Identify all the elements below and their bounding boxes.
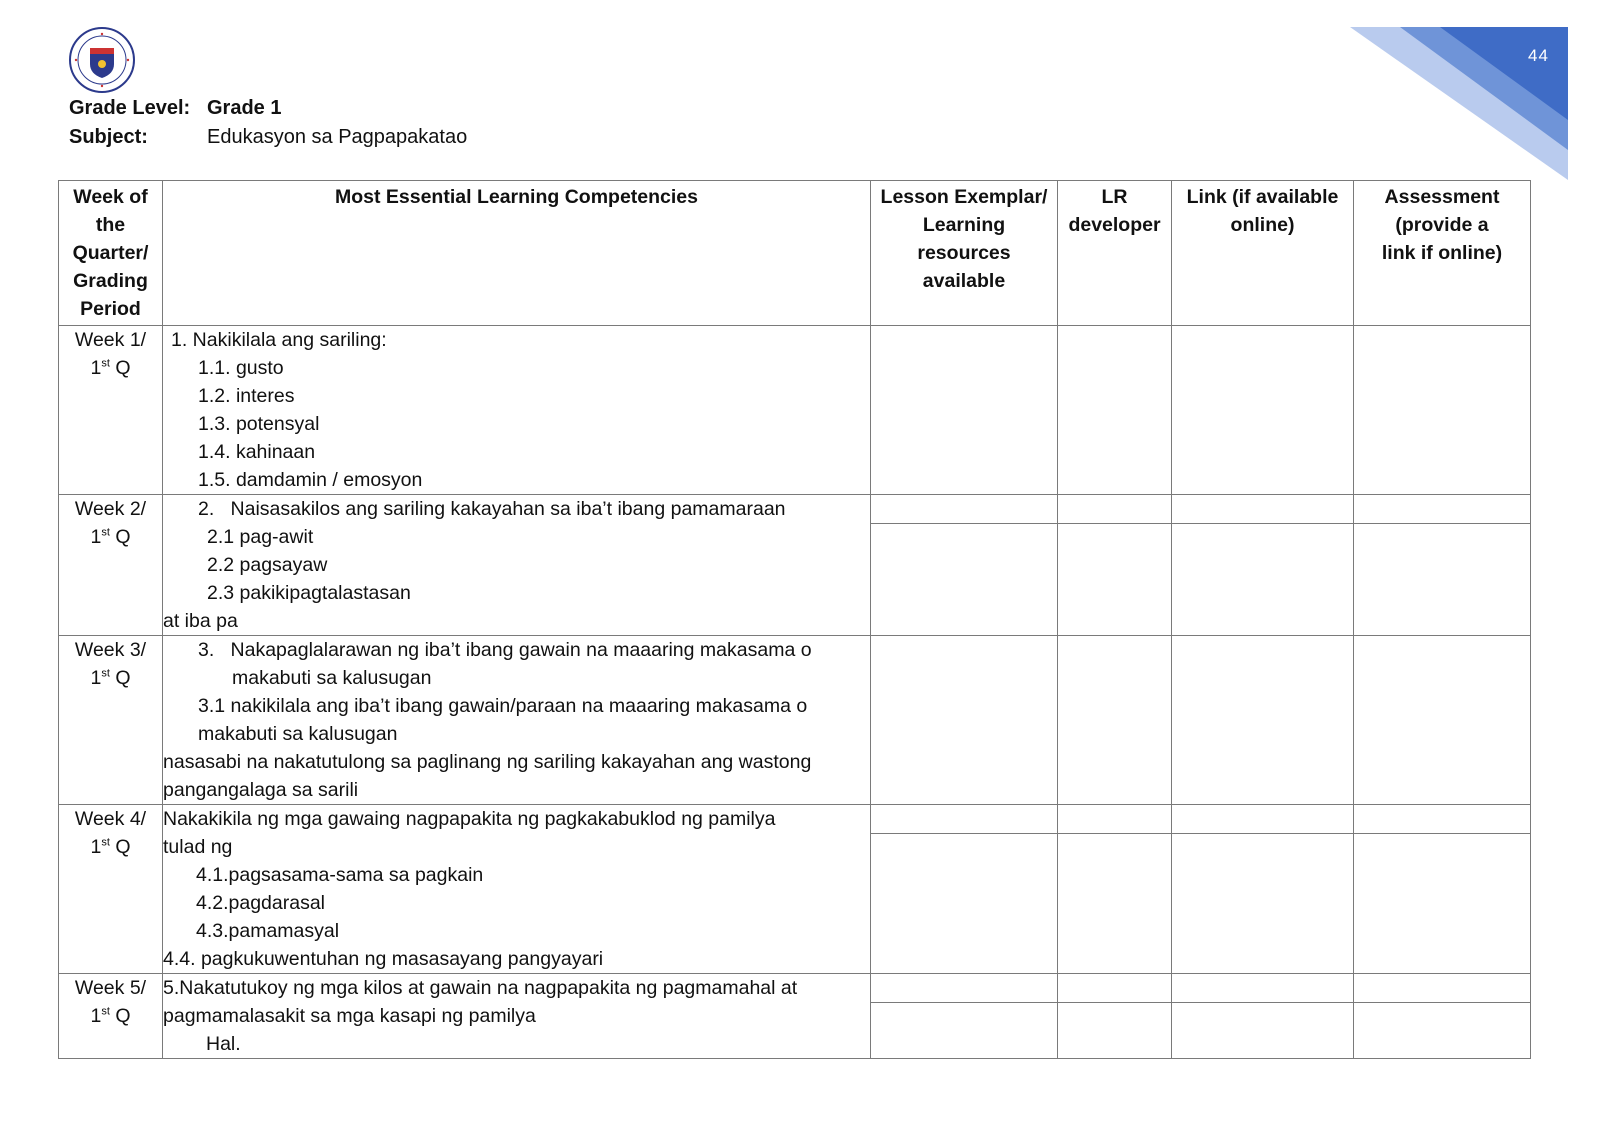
empty-cell bbox=[1172, 974, 1354, 1003]
corner-decoration bbox=[1330, 0, 1600, 190]
deped-seal-logo bbox=[68, 26, 136, 94]
empty-cell bbox=[1172, 834, 1354, 974]
empty-cell bbox=[1172, 524, 1354, 636]
empty-cell bbox=[871, 326, 1058, 495]
lr-developer-column-header: LR developer bbox=[1058, 181, 1172, 326]
page-number: 44 bbox=[1528, 46, 1549, 65]
empty-cell bbox=[871, 495, 1058, 524]
week-cell: Week 4/ 1st Q bbox=[59, 805, 163, 974]
table-row bbox=[59, 326, 1531, 495]
empty-cell bbox=[1172, 636, 1354, 805]
empty-cell bbox=[1354, 524, 1531, 636]
table-header-row bbox=[59, 181, 1531, 326]
empty-cell bbox=[871, 834, 1058, 974]
competency-cell: 5.Nakatutukoy ng mga kilos at gawain na nagpapakita ng pagmamahal at pagmamalasakit sa mga kasapi ng pamilya Hal. bbox=[163, 974, 871, 1059]
empty-cell bbox=[1058, 834, 1172, 974]
empty-cell bbox=[871, 524, 1058, 636]
grade-level-value: Grade 1 bbox=[207, 97, 282, 119]
competency-cell: 1. Nakikilala ang sariling: 1.1. gusto 1.2. interes 1.3. potensyal 1.4. kahinaan 1.5. damdamin / emosyon bbox=[163, 326, 871, 495]
week-cell: Week 3/ 1st Q bbox=[59, 636, 163, 805]
empty-cell bbox=[1354, 1003, 1531, 1059]
table-row bbox=[59, 495, 1531, 524]
subject-label: Subject: bbox=[69, 126, 148, 148]
competencies-column-header: Most Essential Learning Competencies bbox=[163, 181, 871, 326]
week-cell: Week 1/ 1st Q bbox=[59, 326, 163, 495]
empty-cell bbox=[1172, 805, 1354, 834]
empty-cell bbox=[1354, 805, 1531, 834]
subject-value: Edukasyon sa Pagpapakatao bbox=[207, 126, 468, 148]
empty-cell bbox=[1172, 1003, 1354, 1059]
empty-cell bbox=[1354, 636, 1531, 805]
empty-cell bbox=[871, 636, 1058, 805]
competency-cell: 3. Nakapaglalarawan ng iba’t ibang gawain na maaaring makasama o makabuti sa kalusugan 3.1 nakikilala ang iba’t ibang gawain/paraan na maaaring makasama o makabuti sa kalusugan nasasabi na nakatutulong sa paglinang ng sariling kakayahan ang wastong pangangalaga sa sarili bbox=[163, 636, 871, 805]
table-row bbox=[59, 805, 1531, 834]
competency-cell: 2. Naisasakilos ang sariling kakayahan sa iba’t ibang pamamaraan 2.1 pag-awit 2.2 pagsayaw 2.3 pakikipagtalastasan at iba pa bbox=[163, 495, 871, 636]
empty-cell bbox=[1172, 495, 1354, 524]
lesson-exemplar-column-header: Lesson Exemplar/ Learning resources available bbox=[871, 181, 1058, 326]
empty-cell bbox=[1058, 974, 1172, 1003]
empty-cell bbox=[1058, 1003, 1172, 1059]
week-cell: Week 2/ 1st Q bbox=[59, 495, 163, 636]
empty-cell bbox=[1354, 834, 1531, 974]
assessment-column-header: Assessment (provide a link if online) bbox=[1354, 181, 1531, 326]
empty-cell bbox=[871, 805, 1058, 834]
empty-cell bbox=[1354, 974, 1531, 1003]
week-cell: Week 5/ 1st Q bbox=[59, 974, 163, 1059]
table-row bbox=[59, 974, 1531, 1003]
empty-cell bbox=[871, 974, 1058, 1003]
week-column-header: Week of the Quarter/ Grading Period bbox=[59, 181, 163, 326]
empty-cell bbox=[1354, 495, 1531, 524]
competencies-table bbox=[58, 180, 1531, 1059]
table-row bbox=[59, 636, 1531, 805]
empty-cell bbox=[1354, 326, 1531, 495]
empty-cell bbox=[1172, 326, 1354, 495]
empty-cell bbox=[1058, 524, 1172, 636]
grade-level-label: Grade Level: bbox=[69, 97, 191, 119]
competency-cell: Nakakikila ng mga gawaing nagpapakita ng pagkakabuklod ng pamilya tulad ng 4.1.pagsasama-sama sa pagkain 4.2.pagdarasal 4.3.pamamasyal 4.4. pagkukuwentuhan ng masasayang pangyayari bbox=[163, 805, 871, 974]
link-column-header: Link (if available online) bbox=[1172, 181, 1354, 326]
empty-cell bbox=[1058, 636, 1172, 805]
empty-cell bbox=[1058, 805, 1172, 834]
empty-cell bbox=[871, 1003, 1058, 1059]
empty-cell bbox=[1058, 326, 1172, 495]
empty-cell bbox=[1058, 495, 1172, 524]
